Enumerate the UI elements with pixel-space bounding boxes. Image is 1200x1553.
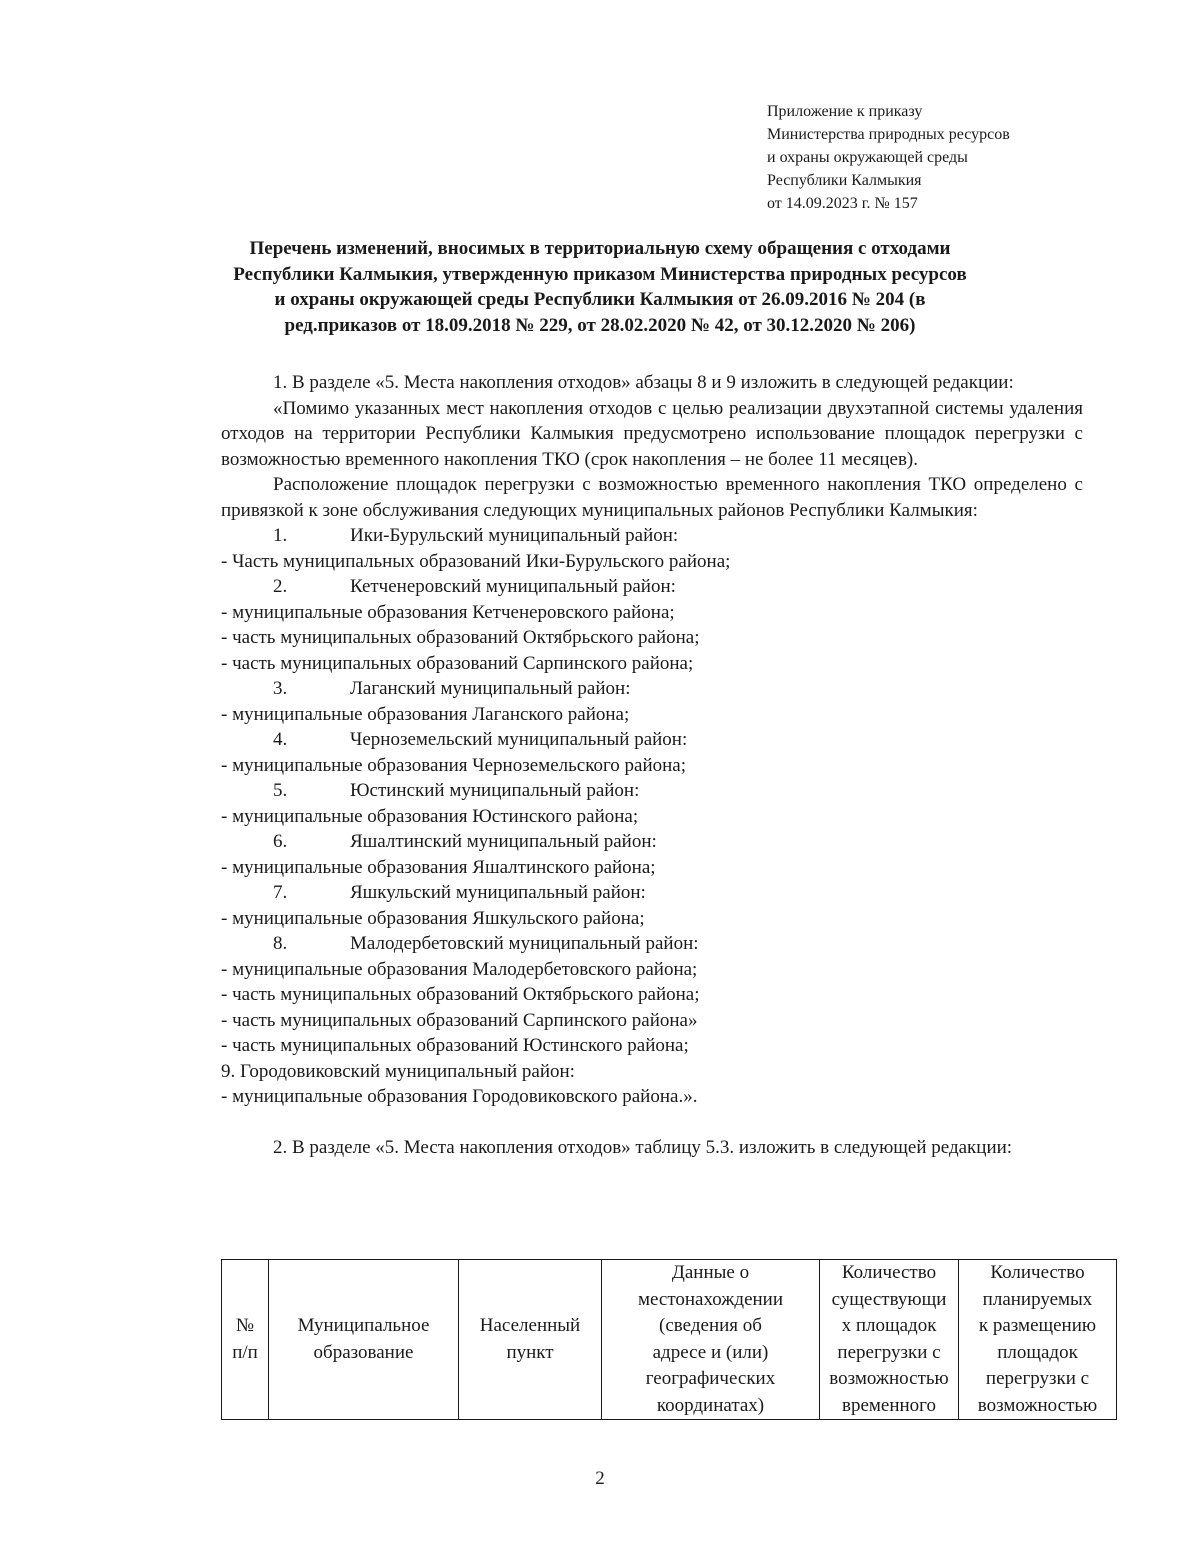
- document-title: [200, 236, 1000, 338]
- header-cell-number: № п/п: [222, 1260, 269, 1420]
- district-heading: 6. Яшалтинский муниципальный район:: [273, 831, 657, 852]
- document-body: [221, 370, 1083, 1160]
- title-line: Республики Калмыкия, утвержденную приказом Министерства природных ресурсов: [233, 263, 967, 285]
- table-5-3: [221, 1259, 1117, 1420]
- district-item: - муниципальные образования Лаганского района;: [221, 703, 630, 725]
- header-cell-planned-count: Количество планируемых к размещению площадок перегрузки с возможностью: [959, 1260, 1117, 1420]
- title-line: ред.приказов от 18.09.2018 № 229, от 28.02.2020 № 42, от 30.12.2020 № 206): [284, 314, 916, 336]
- header-cell-location: Данные о местонахождении (сведения об адресе и (или) географических координатах): [602, 1260, 820, 1420]
- district-item: - муниципальные образования Малодербетовского района;: [221, 958, 698, 980]
- quote-paragraph-2: Расположение площадок перегрузки с возможностью временного накопления ТКО определено с привязкой к зоне обслуживания следующих муниципальных районов Республики Калмыкия:: [221, 474, 1083, 521]
- section1-intro: 1. В разделе «5. Места накопления отходов» абзацы 8 и 9 изложить в следующей редакции:: [273, 372, 1014, 393]
- title-line: и охраны окружающей среды Республики Калмыкия от 26.09.2016 № 204 (в: [274, 289, 926, 310]
- district-heading: 3. Лаганский муниципальный район:: [273, 678, 631, 699]
- appendix-line: Министерства природных ресурсов: [767, 126, 1010, 143]
- district-item: - муниципальные образования Юстинского района;: [221, 805, 639, 827]
- district-item: 9. Городовиковский муниципальный район:: [221, 1060, 575, 1082]
- district-item: - муниципальные образования Кетченеровского района;: [221, 601, 675, 623]
- header-cell-municipality: Муниципальное образование: [269, 1260, 459, 1420]
- district-item: - часть муниципальных образований Сарпинского района»: [221, 1009, 698, 1031]
- district-heading: 1. Ики-Бурульский муниципальный район:: [273, 525, 679, 546]
- appendix-block: [767, 100, 1010, 215]
- district-heading: 2. Кетченеровский муниципальный район:: [273, 576, 676, 597]
- district-item: - муниципальные образования Городовиковского района.».: [221, 1086, 698, 1107]
- district-item: - муниципальные образования Яшкульского района;: [221, 907, 645, 929]
- district-item: - часть муниципальных образований Октябрьского района;: [221, 627, 700, 648]
- appendix-line: и охраны окружающей среды: [767, 149, 968, 166]
- page-number: 2: [595, 1468, 605, 1489]
- table-header-row: [222, 1260, 1117, 1420]
- header-cell-existing-count: Количество существующи х площадок перегрузки с возможностью временного: [820, 1260, 959, 1420]
- district-item: - муниципальные образования Яшалтинского района;: [221, 856, 656, 878]
- district-item: - муниципальные образования Черноземельского района;: [221, 754, 687, 776]
- district-heading: 8. Малодербетовский муниципальный район:: [273, 933, 699, 954]
- district-item: - Часть муниципальных образований Ики-Бурульского района;: [221, 550, 731, 572]
- section2-intro: 2. В разделе «5. Места накопления отходов» таблицу 5.3. изложить в следующей редакции:: [273, 1136, 1013, 1158]
- district-heading: 5. Юстинский муниципальный район:: [273, 780, 640, 801]
- appendix-line: Приложение к приказу: [767, 103, 923, 120]
- appendix-line: Республики Калмыкия: [767, 172, 922, 189]
- district-item: - часть муниципальных образований Сарпинского района;: [221, 652, 694, 674]
- quote-paragraph-1: «Помимо указанных мест накопления отходов с целью реализации двухэтапной системы удаления отходов на территории Республики Калмыкия предусмотрено использование площадок перегрузки с возможностью временного накопления ТКО (срок накопления – не более 11 месяцев).: [221, 397, 1083, 470]
- appendix-line: от 14.09.2023 г. № 157: [767, 195, 918, 212]
- district-heading: 4. Черноземельский муниципальный район:: [273, 729, 688, 750]
- district-item: - часть муниципальных образований Октябрьского района;: [221, 984, 700, 1005]
- district-item: - часть муниципальных образований Юстинского района;: [221, 1035, 689, 1056]
- header-cell-settlement: Населенный пункт: [459, 1260, 602, 1420]
- title-line: Перечень изменений, вносимых в территориальную схему обращения с отходами: [249, 238, 951, 259]
- district-heading: 7. Яшкульский муниципальный район:: [273, 882, 646, 903]
